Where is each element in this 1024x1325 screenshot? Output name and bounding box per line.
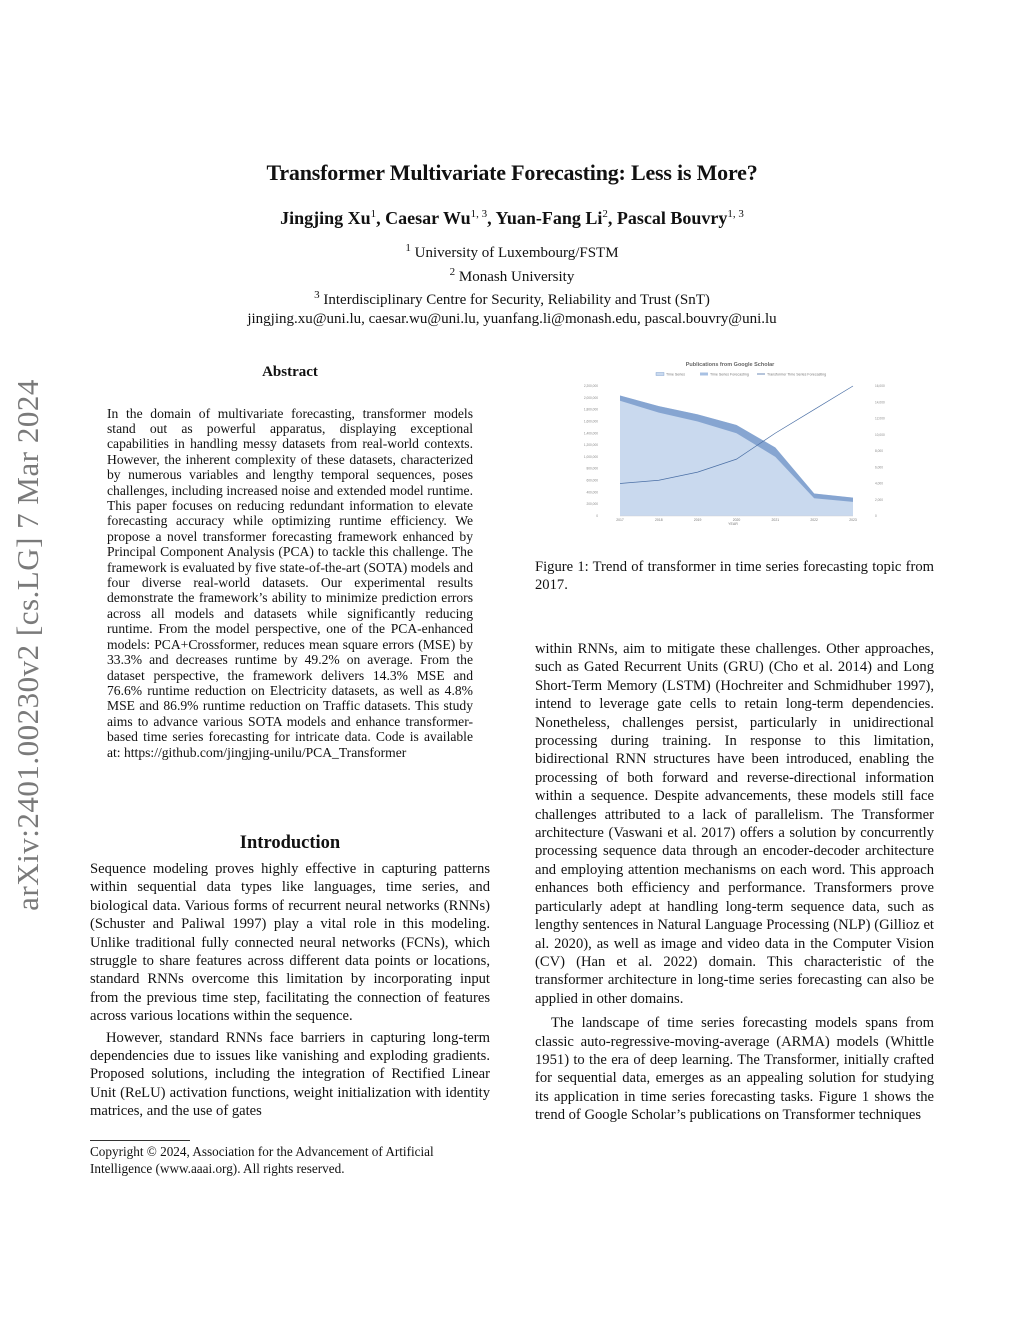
y-right-tick-label: 2,000 (875, 497, 883, 502)
legend-swatch (656, 373, 664, 376)
y-right-tick-label: 16,000 (875, 384, 885, 388)
author-name: Jingjing Xu (280, 208, 371, 228)
x-tick-label: 2020 (732, 518, 741, 522)
y-right-tick-label: 6,000 (875, 465, 883, 470)
arxiv-stamp (6, 360, 50, 930)
x-tick-label: 2019 (693, 518, 702, 522)
author-name: Caesar Wu (385, 208, 471, 228)
body-paragraph: The landscape of time series forecasting models spans from classic auto-regressive-moving-average (ARMA) models (Whittle 1951) to the era of deep learning. The Transformer, initially crafted for sequential data, emerges as an appealing solution for studying its application in time series forecasting tasks. Figure 1 shows the trend of Google Scholar’s publications on Transformer techniques (535, 1015, 934, 1124)
x-tick-label: 2018 (655, 518, 663, 522)
y-left-tick-label: 1,600,000 (583, 419, 598, 424)
author-emails: jingjing.xu@uni.lu, caesar.wu@uni.lu, yuanfang.li@monash.edu, pascal.bouvry@uni.lu (247, 310, 777, 327)
x-axis-label: YEAR (728, 522, 738, 526)
right-column-body (535, 640, 934, 1125)
introduction-heading: Introduction (239, 833, 341, 853)
legend-swatch (700, 373, 708, 376)
arxiv-stamp-text: arXiv:2401.00230v2 [cs.LG] 7 Mar 2024 (10, 379, 46, 911)
y-left-tick-label: 200,000 (586, 502, 598, 507)
author-name: Yuan-Fang Li (495, 208, 603, 228)
figure-caption: Figure 1: Trend of transformer in time series forecasting topic from 2017. (535, 559, 934, 594)
author-affiliation-mark: 1, 3 (727, 208, 744, 220)
chart-legend (656, 372, 826, 376)
y-left-tick-label: 1,200,000 (583, 443, 598, 448)
y-right-tick-label: 14,000 (875, 400, 885, 405)
legend-entry: Transformer Time Series Forecasting (767, 372, 827, 377)
y-right-tick-label: 10,000 (875, 432, 885, 437)
y-left-tick-label: 2,200,000 (583, 384, 598, 388)
y-right-tick-label: 12,000 (875, 416, 885, 421)
y-left-tick-label: 400,000 (586, 490, 598, 495)
x-tick-label: 2021 (771, 518, 780, 522)
x-tick-label: 2022 (810, 518, 818, 522)
copyright-footnote: Copyright © 2024, Association for the Advancement of Artificial Intelligence (www.aaai.org). All rights reserved. (90, 1144, 434, 1176)
y-left-tick-label: 1,800,000 (583, 407, 598, 412)
y-left-tick-label: 2,000,000 (583, 395, 598, 400)
paper-title: Transformer Multivariate Forecasting: Less is More? (266, 160, 758, 185)
publications-chart (570, 358, 890, 528)
y-left-tick-label: 800,000 (586, 466, 598, 471)
affiliation: $^2$ Monash University (449, 265, 575, 285)
chart-title: Publications from Google Scholar (685, 362, 775, 368)
y-right-tick-label: 0 (875, 514, 877, 518)
legend-entry: Time Series (666, 372, 686, 377)
author-name: Pascal Bouvry (616, 208, 728, 228)
author-affiliation-mark: 1 (370, 208, 377, 220)
plot-area (584, 384, 885, 522)
x-tick-label: 2017 (616, 518, 624, 522)
y-left-tick-label: 0 (596, 514, 598, 518)
y-right-tick-label: 4,000 (875, 481, 883, 486)
introduction-body (90, 860, 490, 1121)
affiliations (0, 239, 1024, 328)
footnote-rule (90, 1140, 190, 1141)
affiliation: $^3$ Interdisciplinary Centre for Security, Reliability and Trust (SnT) (314, 289, 710, 308)
figure-1 (570, 358, 890, 528)
abstract-heading: Abstract (262, 364, 318, 380)
y-right-tick-label: 8,000 (875, 449, 883, 453)
author-list: Jingjing Xu$^1$, Caesar Wu$^{1, 3}$, Yuan-Fang Li$^2$, Pascal Bouvry$^{1, 3}$ (280, 208, 744, 228)
abstract-text: In the domain of multivariate forecasting, transformer models stand out as powerful apparatus, displaying exceptional capabilities in handling messy datasets from real-world contexts. However, the inherent complexity of these datasets, characterized by numerous variables and lengthy temporal sequences, poses challenges, including increased noise and extended model runtime. This paper focuses on reducing redundant information to elevate forecasting accuracy while optimizing runtime efficiency. We propose a novel transformer forecasting framework enhanced by Principal Component Analysis (PCA) to tackle this challenge. The framework is evaluated by five state-of-the-art (SOTA) models and four diverse real-world datasets. Our experimental results demonstrate the framework’s ability to minimize prediction errors across all models and datasets while significantly reducing runtime. From the model perspective, one of the PCA-enhanced models: PCA+Crossformer, reduces mean square errors (MSE) by 33.3% and decreases runtime by 49.2% on average. From the dataset perspective, the framework delivers 14.3% MSE and 76.6% runtime reduction on Electricity datasets, as well as 4.8% MSE and 86.9% runtime reduction on Traffic datasets. This study aims to advance various SOTA models and enhance transformer-based time series forecasting for intricate data. Code is available at: https://github.com/jingjing-unilu/PCA_Transformer (107, 405, 473, 760)
body-paragraph: within RNNs, aim to mitigate these challenges. Other approaches, such as Gated Recurrent Units (GRU) (Cho et al. 2014) and Long Short-Term Memory (LSTM) (Hochreiter and Schmidhuber 1997), intend to leverage gate cells to retain long-term dependencies. Nonetheless, challenges persist, particularly in unidirectional processing during training. In response to this limitation, bidirectional RNN structures have been introduced, enabling the processing of both forward and reverse-directional information within a sequence. Despite advancements, these models still face challenges attributed to a lack of parallelism. The Transformer architecture (Vaswani et al. 2017) offers a solution by concurrently processing sequence data through an encoder-decoder architecture and employing attention mechanisms on each word. This approach enhances both efficiency and performance. Transformers prove particularly adept at handling long-term sequence data, such as lengthy sentences in Natural Language Processing (NLP) (Gillioz et al. 2020), as well as image and video data in the Computer Vision (CV) (Han et al. 2022) domain. This characteristic of the transformer architecture in long-time series forecasting can also be applied in other domains. (535, 641, 934, 1007)
y-left-tick-label: 600,000 (586, 478, 598, 483)
body-paragraph: Sequence modeling proves highly effective in capturing patterns within sequential data types like languages, time series, and biological data. Various forms of recurrent neural networks (RNNs) (Schuster and Paliwal 1997) play a vital role in this modeling. Unlike traditional fully connected neural networks (FCNs), which struggle to share features across different data points or locations, standard RNNs overcome this limitation by incorporating input from the previous time step, facilitating the connection of features across various locations within the sequence. (90, 861, 490, 1025)
y-left-tick-label: 1,000,000 (583, 454, 598, 459)
author-affiliation-mark: 2 (602, 208, 608, 220)
author-affiliation-mark: 1, 3 (470, 208, 488, 220)
affiliation: $^1$ University of Luxembourg/FSTM (405, 242, 619, 261)
y-left-tick-label: 1,400,000 (583, 431, 598, 436)
legend-entry: Time Series Forecasting (710, 372, 749, 377)
x-tick-label: 2023 (849, 518, 857, 522)
body-paragraph: However, standard RNNs face barriers in capturing long-term dependencies due to issues like vanishing and exploding gradients. Proposed solutions, including the integration of Rectified Linear Unit (ReLU) activation functions, weight initialization with identity matrices, and the use of gates (90, 1029, 490, 1120)
